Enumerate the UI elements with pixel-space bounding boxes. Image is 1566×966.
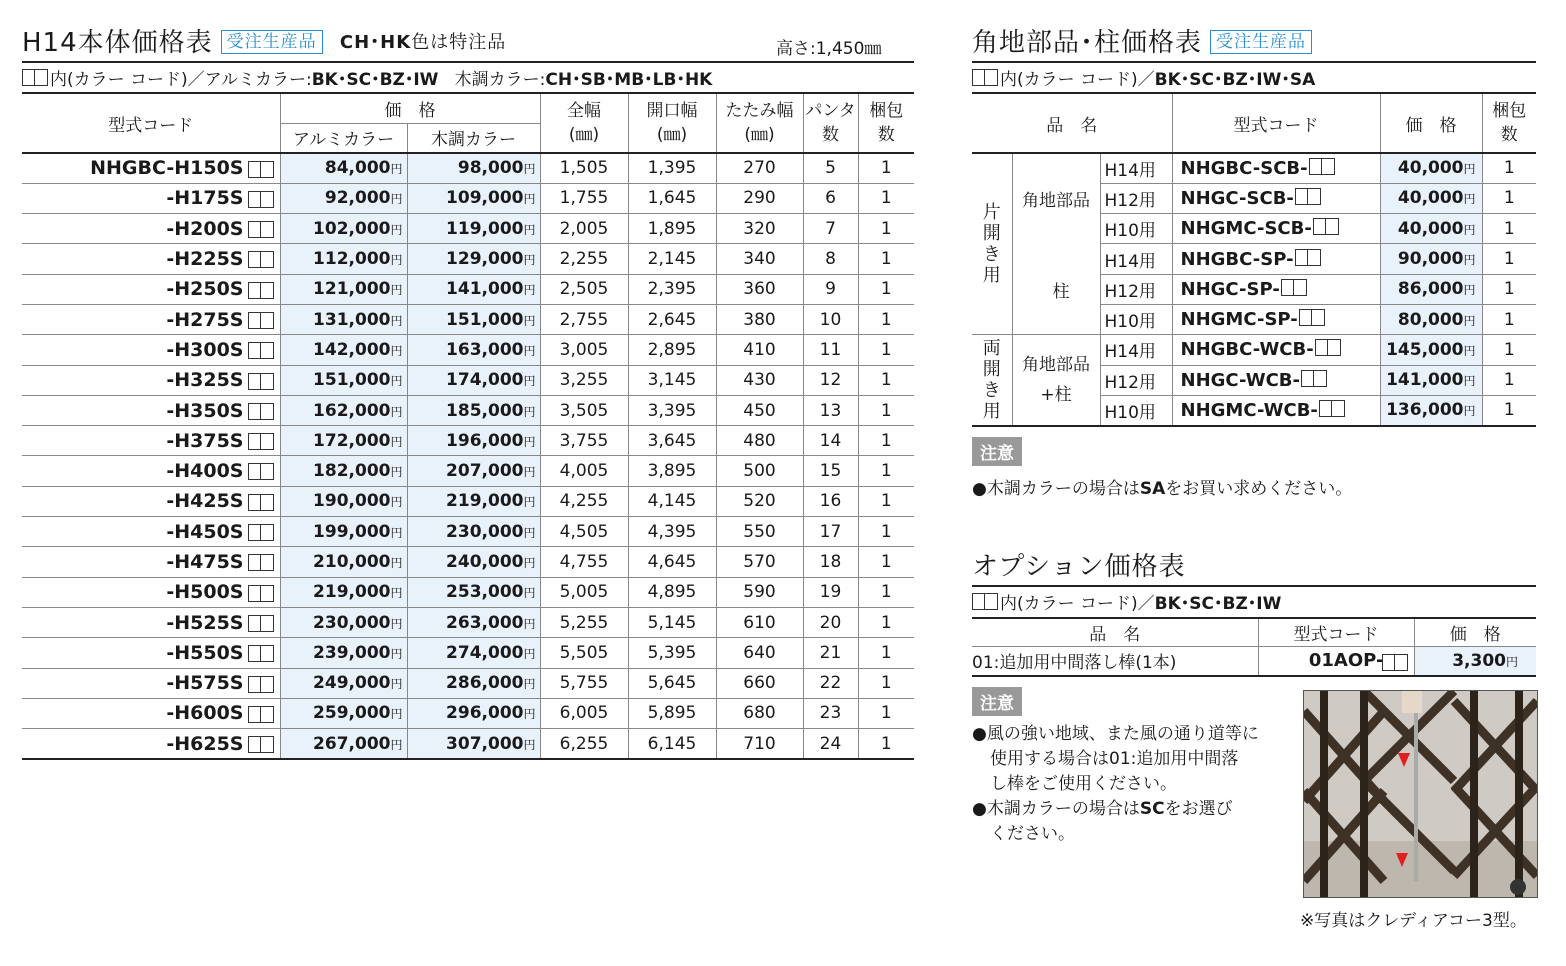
- option-col-name: 品 名: [972, 618, 1258, 646]
- opening-width: 2,895: [628, 335, 716, 365]
- pack-count: 1: [880, 521, 892, 542]
- folded-width: 570: [716, 547, 803, 577]
- corner-col-code: 型式コード: [1172, 93, 1380, 153]
- folded-width: 590: [716, 577, 803, 607]
- folded-width: 430: [716, 365, 803, 395]
- price-alu: 190,000円: [280, 486, 407, 516]
- table-row: [22, 426, 914, 456]
- corner-price: 90,000円: [1380, 244, 1482, 274]
- price-alu: 230,000円: [280, 607, 407, 637]
- option-note-text: ●風の強い地域、また風の通り道等に 使用する場合は01:追加用中間落 し棒をご使用ください。 ●木調カラーの場合はSCをお選び ください。: [972, 724, 1259, 844]
- gate-photo: [1303, 690, 1538, 898]
- price-wood: 207,000円: [407, 456, 540, 486]
- table-row: [972, 244, 1536, 274]
- price-alu: 142,000円: [280, 335, 407, 365]
- sub-both: 角地部品 +柱: [1012, 335, 1100, 426]
- overall-width: 3,255: [540, 365, 628, 395]
- corner-pack: 1: [1482, 244, 1536, 274]
- corner-code: NHGBC-SP-: [1172, 244, 1380, 274]
- panta-count: 24: [803, 729, 858, 759]
- made-to-order-badge: 受注生産品: [221, 30, 323, 54]
- folded-width: 380: [716, 304, 803, 334]
- overall-width: 5,755: [540, 668, 628, 698]
- folded-width: 410: [716, 335, 803, 365]
- table-row: [972, 153, 1536, 183]
- option-title: オプション価格表: [972, 552, 1186, 582]
- overall-width: 3,755: [540, 426, 628, 456]
- opening-width: 2,645: [628, 304, 716, 334]
- use-size: H14用: [1100, 335, 1172, 365]
- use-size: H10用: [1100, 214, 1172, 244]
- folded-width: 550: [716, 517, 803, 547]
- pack-count: 1: [880, 279, 892, 300]
- corner-pack: 1: [1482, 153, 1536, 183]
- option-note: [972, 687, 1022, 716]
- opening-width: 3,145: [628, 365, 716, 395]
- use-size: H10用: [1100, 304, 1172, 334]
- panta-count: 23: [803, 698, 858, 728]
- use-size: H14用: [1100, 153, 1172, 183]
- corner-pack: 1: [1482, 183, 1536, 213]
- corner-code: NHGMC-SP-: [1172, 304, 1380, 334]
- price-alu: 112,000円: [280, 244, 407, 274]
- option-note-label: 注意: [972, 687, 1022, 716]
- panta-count: 19: [803, 577, 858, 607]
- table-row: [22, 547, 914, 577]
- price-wood: 109,000円: [407, 183, 540, 213]
- pack-count: 1: [880, 642, 892, 663]
- price-alu: 199,000円: [280, 517, 407, 547]
- price-wood: 296,000円: [407, 698, 540, 728]
- folded-width: 520: [716, 486, 803, 516]
- option-color-note: 内(カラー コード)／BK･SC･BZ･IW: [972, 589, 1281, 614]
- model-code: -H525S: [22, 607, 280, 637]
- price-alu: 92,000円: [280, 183, 407, 213]
- panta-count: 20: [803, 607, 858, 637]
- table-row: [22, 244, 914, 274]
- price-wood: 253,000円: [407, 577, 540, 607]
- table-row: [972, 335, 1536, 365]
- panta-count: 11: [803, 335, 858, 365]
- folded-width: 320: [716, 214, 803, 244]
- corner-pack: 1: [1482, 214, 1536, 244]
- panta-count: 9: [803, 274, 858, 304]
- table-row: [22, 335, 914, 365]
- panta-count: 16: [803, 486, 858, 516]
- corner-note-label: 注意: [972, 437, 1022, 466]
- color-code-box: [22, 69, 48, 86]
- pack-count: 1: [880, 673, 892, 694]
- option-name: 01:追加用中間落し棒(1本): [972, 646, 1258, 676]
- sub-post: 柱: [1012, 244, 1100, 335]
- special-suffix: 色は特注品: [411, 32, 507, 53]
- col-wood: 木調カラー: [407, 123, 540, 153]
- panta-count: 10: [803, 304, 858, 334]
- table-row: [22, 698, 914, 728]
- col-opening: 開口幅 (㎜): [628, 93, 716, 153]
- table-row: [22, 577, 914, 607]
- corner-price: 145,000円: [1380, 335, 1482, 365]
- overall-width: 6,005: [540, 698, 628, 728]
- price-alu: 267,000円: [280, 729, 407, 759]
- opening-width: 2,395: [628, 274, 716, 304]
- corner-code: NHGC-SCB-: [1172, 183, 1380, 213]
- folded-width: 360: [716, 274, 803, 304]
- table-row: [972, 646, 1536, 676]
- overall-width: 1,505: [540, 153, 628, 183]
- table-row: [22, 153, 914, 183]
- price-wood: 219,000円: [407, 486, 540, 516]
- opening-width: 4,395: [628, 517, 716, 547]
- model-code: -H625S: [22, 729, 280, 759]
- corner-price: 141,000円: [1380, 365, 1482, 395]
- pack-count: 1: [880, 400, 892, 421]
- model-code: -H400S: [22, 456, 280, 486]
- table-row: [22, 274, 914, 304]
- height-label: 高さ:1,450㎜: [776, 39, 882, 59]
- price-alu: 102,000円: [280, 214, 407, 244]
- pack-count: 1: [880, 612, 892, 633]
- special-colors: CH･HK: [339, 32, 412, 53]
- price-alu: 172,000円: [280, 426, 407, 456]
- opening-width: 3,395: [628, 395, 716, 425]
- gate-photo-illustration: [1304, 691, 1537, 897]
- model-code: NHGBC-H150S: [22, 153, 280, 183]
- model-code: -H225S: [22, 244, 280, 274]
- col-folded: たたみ幅 (㎜): [716, 93, 803, 153]
- table-row: [22, 517, 914, 547]
- price-wood: 151,000円: [407, 304, 540, 334]
- opening-width: 5,395: [628, 638, 716, 668]
- pack-count: 1: [880, 703, 892, 724]
- corner-pack: 1: [1482, 395, 1536, 425]
- overall-width: 2,255: [540, 244, 628, 274]
- model-code: -H600S: [22, 698, 280, 728]
- opening-width: 4,895: [628, 577, 716, 607]
- overall-width: 4,505: [540, 517, 628, 547]
- alu-colors: BK･SC･BZ･IW: [311, 70, 439, 90]
- use-size: H12用: [1100, 365, 1172, 395]
- price-alu: 131,000円: [280, 304, 407, 334]
- use-size: H12用: [1100, 183, 1172, 213]
- overall-width: 3,505: [540, 395, 628, 425]
- overall-width: 2,755: [540, 304, 628, 334]
- opening-width: 5,645: [628, 668, 716, 698]
- price-alu: 151,000円: [280, 365, 407, 395]
- table-row: [22, 456, 914, 486]
- corner-code: NHGMC-WCB-: [1172, 395, 1380, 425]
- pack-count: 1: [880, 733, 892, 754]
- price-alu: 239,000円: [280, 638, 407, 668]
- color-note-prefix: 内(カラー コード)／アルミカラー:: [50, 70, 312, 90]
- pack-count: 1: [880, 461, 892, 482]
- option-colors: BK･SC･BZ･IW: [1154, 594, 1282, 614]
- col-pack: 梱包 数: [858, 93, 914, 153]
- panta-count: 15: [803, 456, 858, 486]
- corner-colors: BK･SC･BZ･IW･SA: [1154, 70, 1316, 90]
- panta-count: 6: [803, 183, 858, 213]
- folded-width: 660: [716, 668, 803, 698]
- price-alu: 219,000円: [280, 577, 407, 607]
- price-wood: 263,000円: [407, 607, 540, 637]
- opening-width: 5,895: [628, 698, 716, 728]
- price-wood: 141,000円: [407, 274, 540, 304]
- price-alu: 249,000円: [280, 668, 407, 698]
- overall-width: 5,005: [540, 577, 628, 607]
- corner-pack: 1: [1482, 304, 1536, 334]
- opening-width: 6,145: [628, 729, 716, 759]
- option-col-price: 価 格: [1449, 624, 1501, 645]
- wood-colors: CH･SB･MB･LB･HK: [545, 70, 713, 90]
- folded-width: 450: [716, 395, 803, 425]
- option-code: 01AOP-: [1258, 646, 1414, 676]
- price-wood: 174,000円: [407, 365, 540, 395]
- folded-width: 680: [716, 698, 803, 728]
- overall-width: 5,255: [540, 607, 628, 637]
- opening-width: 3,645: [628, 426, 716, 456]
- price-wood: 240,000円: [407, 547, 540, 577]
- corner-price: 136,000円: [1380, 395, 1482, 425]
- price-wood: 196,000円: [407, 426, 540, 456]
- option-price: 3,300円: [1414, 646, 1536, 676]
- price-alu: 182,000円: [280, 456, 407, 486]
- overall-width: 4,255: [540, 486, 628, 516]
- price-alu: 162,000円: [280, 395, 407, 425]
- option-price-table: [972, 617, 1536, 677]
- table-row: [22, 395, 914, 425]
- folded-width: 710: [716, 729, 803, 759]
- corner-pack: 1: [1482, 274, 1536, 304]
- option-col-code: 型式コード: [1258, 618, 1414, 646]
- col-code: 型式コード: [22, 93, 280, 153]
- panta-count: 21: [803, 638, 858, 668]
- price-wood: 163,000円: [407, 335, 540, 365]
- opening-width: 3,895: [628, 456, 716, 486]
- folded-width: 290: [716, 183, 803, 213]
- col-panta: パンタ 数: [803, 93, 858, 153]
- model-code: -H250S: [22, 274, 280, 304]
- corner-pack: 1: [1482, 335, 1536, 365]
- panta-count: 13: [803, 395, 858, 425]
- pack-count: 1: [880, 249, 892, 270]
- corner-note-text: ●木調カラーの場合はSAをお買い求めください。: [972, 479, 1353, 499]
- pack-count: 1: [880, 158, 892, 179]
- table-row: [22, 668, 914, 698]
- model-code: -H200S: [22, 214, 280, 244]
- col-width: 全幅 (㎜): [540, 93, 628, 153]
- model-code: -H575S: [22, 668, 280, 698]
- pack-count: 1: [880, 430, 892, 451]
- opening-width: 1,895: [628, 214, 716, 244]
- table-row: [22, 365, 914, 395]
- corner-code: NHGC-SP-: [1172, 274, 1380, 304]
- pack-count: 1: [880, 309, 892, 330]
- opening-width: 4,145: [628, 486, 716, 516]
- model-code: -H375S: [22, 426, 280, 456]
- model-code: -H550S: [22, 638, 280, 668]
- overall-width: 5,505: [540, 638, 628, 668]
- folded-width: 640: [716, 638, 803, 668]
- main-price-table: [22, 92, 914, 760]
- wood-label: 木調カラー:: [454, 70, 546, 90]
- price-wood: 286,000円: [407, 668, 540, 698]
- model-code: -H325S: [22, 365, 280, 395]
- price-wood: 307,000円: [407, 729, 540, 759]
- price-wood: 129,000円: [407, 244, 540, 274]
- folded-width: 610: [716, 607, 803, 637]
- corner-color-note: 内(カラー コード)／BK･SC･BZ･IW･SA: [972, 65, 1315, 90]
- use-size: H14用: [1100, 244, 1172, 274]
- corner-col-price: 価 格: [1380, 93, 1482, 153]
- corner-price: 40,000円: [1380, 153, 1482, 183]
- overall-width: 4,755: [540, 547, 628, 577]
- pack-count: 1: [880, 370, 892, 391]
- sub-corner: 角地部品: [1012, 153, 1100, 244]
- group-double: 両開き用: [972, 335, 1012, 426]
- model-code: -H425S: [22, 486, 280, 516]
- price-alu: 259,000円: [280, 698, 407, 728]
- overall-width: 2,505: [540, 274, 628, 304]
- corner-col-name: 品 名: [972, 93, 1172, 153]
- panta-count: 8: [803, 244, 858, 274]
- panta-count: 5: [803, 153, 858, 183]
- corner-code: NHGC-WCB-: [1172, 365, 1380, 395]
- photo-caption: ※写真はクレディアコー3型。: [1300, 911, 1527, 931]
- panta-count: 22: [803, 668, 858, 698]
- use-size: H12用: [1100, 274, 1172, 304]
- table-row: [22, 486, 914, 516]
- opening-width: 1,395: [628, 153, 716, 183]
- model-code: -H175S: [22, 183, 280, 213]
- overall-width: 3,005: [540, 335, 628, 365]
- price-wood: 230,000円: [407, 517, 540, 547]
- corner-note: [972, 437, 1022, 466]
- group-single: 片開き用: [972, 153, 1012, 335]
- pack-count: 1: [880, 188, 892, 209]
- pack-count: 1: [880, 491, 892, 512]
- opening-width: 1,645: [628, 183, 716, 213]
- table-row: [22, 607, 914, 637]
- corner-price-table: [972, 92, 1536, 427]
- table-row: [22, 729, 914, 759]
- main-rule: [22, 61, 914, 63]
- col-price: 価 格: [280, 93, 540, 123]
- panta-count: 7: [803, 214, 858, 244]
- corner-badge: 受注生産品: [1210, 30, 1312, 54]
- price-alu: 210,000円: [280, 547, 407, 577]
- opening-width: 5,145: [628, 607, 716, 637]
- price-alu: 84,000円: [280, 153, 407, 183]
- table-row: [22, 214, 914, 244]
- price-wood: 274,000円: [407, 638, 540, 668]
- corner-price: 40,000円: [1380, 214, 1482, 244]
- table-row: [22, 304, 914, 334]
- main-title: H14本体価格表: [22, 28, 213, 58]
- folded-width: 480: [716, 426, 803, 456]
- folded-width: 270: [716, 153, 803, 183]
- model-code: -H275S: [22, 304, 280, 334]
- table-row: [22, 638, 914, 668]
- corner-col-pack: 梱包 数: [1492, 101, 1527, 145]
- overall-width: 1,755: [540, 183, 628, 213]
- pack-count: 1: [880, 218, 892, 239]
- corner-rule: [972, 61, 1536, 63]
- price-wood: 185,000円: [407, 395, 540, 425]
- model-code: -H350S: [22, 395, 280, 425]
- folded-width: 500: [716, 456, 803, 486]
- model-code: -H450S: [22, 517, 280, 547]
- folded-width: 340: [716, 244, 803, 274]
- overall-width: 4,005: [540, 456, 628, 486]
- panta-count: 17: [803, 517, 858, 547]
- main-color-note: [22, 65, 712, 90]
- opening-width: 2,145: [628, 244, 716, 274]
- use-size: H10用: [1100, 395, 1172, 425]
- pack-count: 1: [880, 339, 892, 360]
- corner-pack: 1: [1482, 365, 1536, 395]
- model-code: -H300S: [22, 335, 280, 365]
- main-title-row: [22, 22, 506, 59]
- model-code: -H500S: [22, 577, 280, 607]
- corner-price: 40,000円: [1380, 183, 1482, 213]
- corner-price: 86,000円: [1380, 274, 1482, 304]
- table-row: [22, 183, 914, 213]
- model-code: -H475S: [22, 547, 280, 577]
- panta-count: 18: [803, 547, 858, 577]
- overall-width: 2,005: [540, 214, 628, 244]
- price-alu: 121,000円: [280, 274, 407, 304]
- corner-title-row: [972, 22, 1312, 59]
- panta-count: 12: [803, 365, 858, 395]
- corner-code: NHGMC-SCB-: [1172, 214, 1380, 244]
- col-alu: アルミカラー: [280, 123, 407, 153]
- price-wood: 98,000円: [407, 153, 540, 183]
- pack-count: 1: [880, 582, 892, 603]
- corner-price: 80,000円: [1380, 304, 1482, 334]
- overall-width: 6,255: [540, 729, 628, 759]
- opening-width: 4,645: [628, 547, 716, 577]
- corner-code: NHGBC-WCB-: [1172, 335, 1380, 365]
- corner-title: 角地部品･柱価格表: [972, 28, 1203, 58]
- corner-code: NHGBC-SCB-: [1172, 153, 1380, 183]
- price-wood: 119,000円: [407, 214, 540, 244]
- pack-count: 1: [880, 552, 892, 572]
- panta-count: 14: [803, 426, 858, 456]
